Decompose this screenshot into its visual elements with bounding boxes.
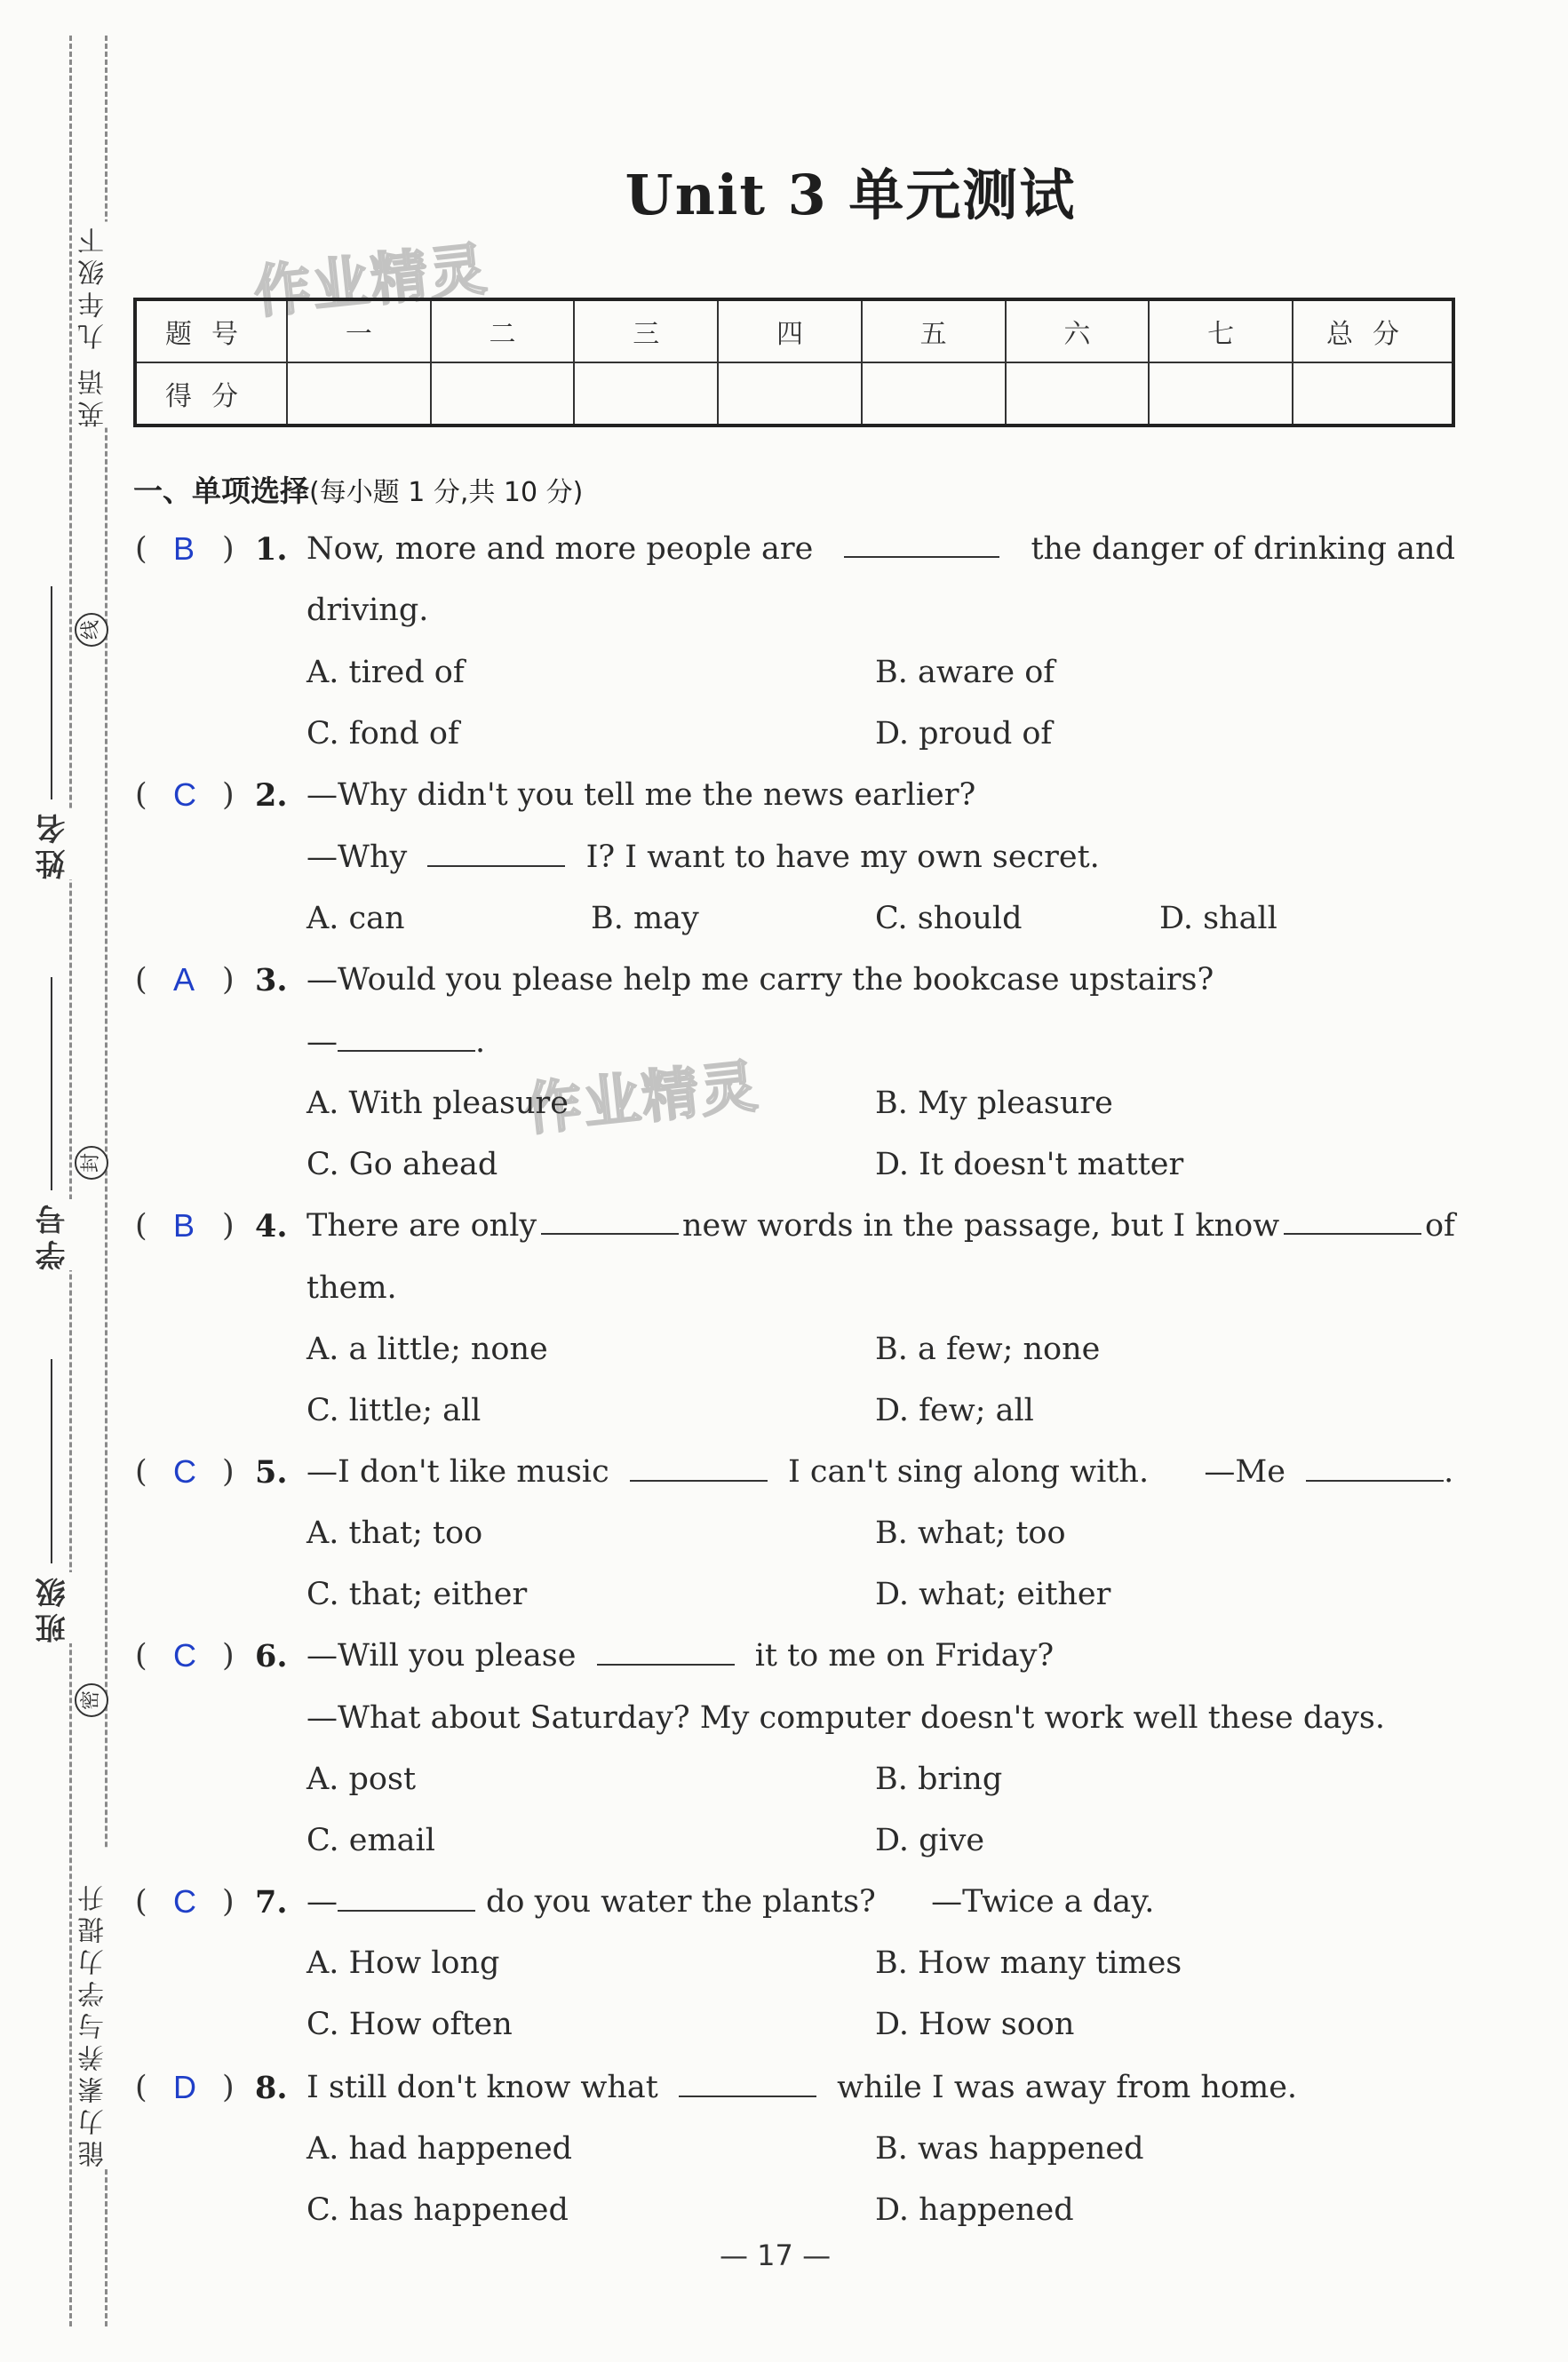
question-number: 8. — [255, 2070, 288, 2106]
answer-mark[interactable]: B — [173, 1207, 195, 1244]
option-c[interactable]: C. fond of — [306, 716, 459, 752]
option-a[interactable]: A. tired of — [306, 655, 465, 690]
option-d[interactable]: D. proud of — [875, 716, 1053, 752]
score-table — [133, 298, 1455, 427]
subject-grade-label: 英语 九年级下 — [75, 222, 114, 428]
answer-paren-close: ) — [222, 962, 235, 998]
answer-paren-close: ) — [222, 1208, 235, 1244]
option-a[interactable]: A. How long — [306, 1945, 500, 1981]
question-number: 2. — [255, 777, 288, 814]
option-a[interactable]: A. With pleasure — [306, 1086, 569, 1121]
option-b[interactable]: B. My pleasure — [875, 1086, 1113, 1121]
stem-text: —Twice a day. — [931, 1884, 1155, 1920]
answer-blank[interactable] — [597, 1639, 735, 1666]
option-d[interactable]: D. what; either — [875, 1577, 1111, 1612]
score-header-cell: 题号 — [135, 299, 287, 362]
score-header-cell: 三 — [574, 299, 718, 362]
option-a[interactable]: A. can — [306, 901, 405, 936]
stem-text: I? I want to have my own secret. — [585, 839, 1100, 875]
question-stem — [306, 1884, 1154, 1920]
stem-text: Now, more and more people are — [306, 531, 814, 567]
answer-blank[interactable] — [1284, 1208, 1421, 1235]
stem-text: while I was away from home. — [837, 2070, 1298, 2105]
class-field-line[interactable] — [51, 1359, 52, 1563]
stem-text: I still don't know what — [306, 2070, 658, 2105]
answer-paren-close: ) — [222, 531, 235, 567]
answer-blank[interactable] — [844, 531, 999, 558]
score-cell[interactable] — [1293, 362, 1453, 425]
score-cell[interactable] — [431, 362, 575, 425]
score-header-cell: 总分 — [1293, 299, 1453, 362]
answer-mark[interactable]: A — [173, 961, 195, 998]
stem-text: —I don't like music — [306, 1454, 609, 1490]
option-a[interactable]: A. post — [306, 1762, 417, 1797]
answer-blank[interactable] — [338, 1025, 475, 1052]
score-cell[interactable] — [1149, 362, 1293, 425]
score-table-score-row — [135, 362, 1453, 425]
option-b[interactable]: B. a few; none — [875, 1332, 1101, 1367]
option-a[interactable]: A. a little; none — [306, 1332, 548, 1367]
stem-text: I can't sing along with. — [787, 1454, 1150, 1490]
answer-paren-open: ( — [135, 1208, 147, 1244]
name-field-line[interactable] — [51, 586, 52, 799]
stem-text: . — [475, 1024, 486, 1060]
score-cell[interactable] — [1006, 362, 1150, 425]
option-b[interactable]: B. was happened — [875, 2131, 1144, 2167]
score-row-label: 得分 — [135, 362, 287, 425]
question-number: 1. — [255, 531, 288, 568]
question-stem — [306, 1208, 1455, 1244]
answer-paren-open: ( — [135, 962, 147, 998]
stem-text: There are only — [306, 1208, 537, 1244]
id-label: 学号 — [31, 1199, 75, 1270]
option-c[interactable]: C. that; either — [306, 1577, 528, 1612]
answer-blank[interactable] — [630, 1455, 768, 1482]
stem-text: — — [306, 1024, 338, 1060]
question-number: 4. — [255, 1208, 288, 1245]
question-number: 6. — [255, 1638, 288, 1674]
cut-line-outer — [69, 36, 72, 2326]
answer-blank[interactable] — [427, 840, 565, 867]
stem-text: them. — [306, 1270, 397, 1306]
answer-paren-open: ( — [135, 531, 147, 567]
stem-text: —Me — [1204, 1454, 1285, 1490]
id-field-line[interactable] — [51, 977, 52, 1190]
stem-text: —Why didn't you tell me the news earlier? — [306, 777, 976, 813]
page-number: — 17 — — [720, 2239, 832, 2272]
stem-text: it to me on Friday? — [754, 1638, 1055, 1674]
option-c[interactable]: C. How often — [306, 2007, 513, 2042]
score-header-cell: 七 — [1149, 299, 1293, 362]
stem-text: driving. — [306, 592, 429, 628]
stem-text: do you water the plants? — [486, 1884, 876, 1920]
section-title: 一、单项选择 — [133, 473, 309, 508]
option-b[interactable]: B. How many times — [875, 1945, 1182, 1981]
option-d[interactable]: D. give — [875, 1823, 985, 1858]
option-c[interactable]: C. should — [875, 901, 1023, 936]
option-c[interactable]: C. Go ahead — [306, 1147, 498, 1182]
answer-paren-open: ( — [135, 1454, 147, 1490]
option-d[interactable]: D. It doesn't matter — [875, 1147, 1184, 1182]
option-c[interactable]: C. has happened — [306, 2192, 569, 2228]
option-b[interactable]: B. bring — [875, 1762, 1003, 1797]
option-b[interactable]: B. may — [591, 901, 699, 936]
score-cell[interactable] — [718, 362, 862, 425]
stem-text: of — [1424, 1208, 1455, 1244]
option-d[interactable]: D. shall — [1159, 901, 1277, 936]
option-b[interactable]: B. what; too — [875, 1515, 1066, 1551]
class-label: 班级 — [31, 1572, 75, 1643]
score-header-cell: 二 — [431, 299, 575, 362]
question-stem — [306, 2070, 1297, 2105]
answer-mark[interactable]: C — [173, 1453, 196, 1490]
score-table-header-row — [135, 299, 1453, 362]
stem-text: . — [1444, 1454, 1454, 1490]
stem-text: —Would you please help me carry the bookcase upstairs? — [306, 962, 1214, 998]
score-cell[interactable] — [862, 362, 1006, 425]
line-mark: 线 — [75, 613, 108, 647]
answer-blank[interactable] — [541, 1208, 679, 1235]
score-header-cell: 五 — [862, 299, 1006, 362]
watermark-middle: 作业精灵 — [521, 1054, 762, 1144]
answer-mark[interactable]: C — [173, 1883, 196, 1920]
fold-mark: 密 — [75, 1683, 108, 1717]
stem-text: —Will you please — [306, 1638, 577, 1674]
option-b[interactable]: B. aware of — [875, 655, 1055, 690]
answer-paren-close: ) — [222, 1884, 235, 1920]
watermark-top: 作业精灵 — [251, 236, 491, 327]
score-header-cell: 四 — [718, 299, 862, 362]
score-header-cell: 一 — [287, 299, 431, 362]
answer-mark[interactable]: B — [173, 530, 195, 567]
stem-text: —Why — [306, 839, 408, 875]
answer-mark[interactable]: D — [173, 2069, 196, 2105]
answer-paren-open: ( — [135, 1638, 147, 1674]
option-d[interactable]: D. few; all — [875, 1393, 1034, 1428]
answer-paren-close: ) — [222, 1454, 235, 1490]
option-a[interactable]: A. that; too — [306, 1515, 483, 1551]
question-stem — [306, 1454, 1453, 1490]
answer-paren-open: ( — [135, 777, 147, 813]
option-a[interactable]: A. had happened — [306, 2131, 573, 2167]
question-number: 3. — [255, 962, 288, 998]
question-stem — [306, 1638, 1054, 1674]
stem-text: —What about Saturday? My computer doesn't work well these days. — [306, 1700, 1385, 1736]
question-stem — [306, 531, 1455, 567]
answer-paren-close: ) — [222, 777, 235, 813]
question-stem — [306, 839, 1100, 875]
answer-paren-open: ( — [135, 1884, 147, 1920]
page-title: Unit 3 单元测试 — [625, 163, 1077, 227]
score-cell[interactable] — [287, 362, 431, 425]
section-heading — [133, 468, 583, 510]
answer-mark[interactable]: C — [173, 776, 196, 813]
option-c[interactable]: C. little; all — [306, 1393, 482, 1428]
answer-mark[interactable]: C — [173, 1637, 196, 1674]
option-d[interactable]: D. happened — [875, 2192, 1074, 2228]
answer-paren-close: ) — [222, 1638, 235, 1674]
answer-paren-open: ( — [135, 2070, 147, 2105]
answer-blank[interactable] — [338, 1885, 475, 1912]
score-header-cell: 六 — [1006, 299, 1150, 362]
question-number: 7. — [255, 1884, 288, 1921]
stem-text: — — [306, 1884, 338, 1920]
seal-mark: 封 — [75, 1146, 108, 1180]
answer-blank[interactable] — [679, 2071, 816, 2097]
question-number: 5. — [255, 1454, 288, 1491]
answer-paren-close: ) — [222, 2070, 235, 2105]
stem-text: the danger of drinking and — [1031, 531, 1455, 567]
question-stem — [306, 1024, 485, 1060]
binding-strip — [0, 0, 120, 2362]
score-cell[interactable] — [574, 362, 718, 425]
answer-blank[interactable] — [1306, 1455, 1444, 1482]
option-d[interactable]: D. How soon — [875, 2007, 1075, 2042]
name-label: 姓名 — [31, 808, 75, 879]
section-note: (每小题 1 分,共 10 分) — [309, 477, 584, 508]
stem-text: new words in the passage, but I know — [681, 1208, 1280, 1244]
option-c[interactable]: C. email — [306, 1823, 435, 1858]
series-label: 能力素养与学力提升 — [75, 1848, 114, 2167]
